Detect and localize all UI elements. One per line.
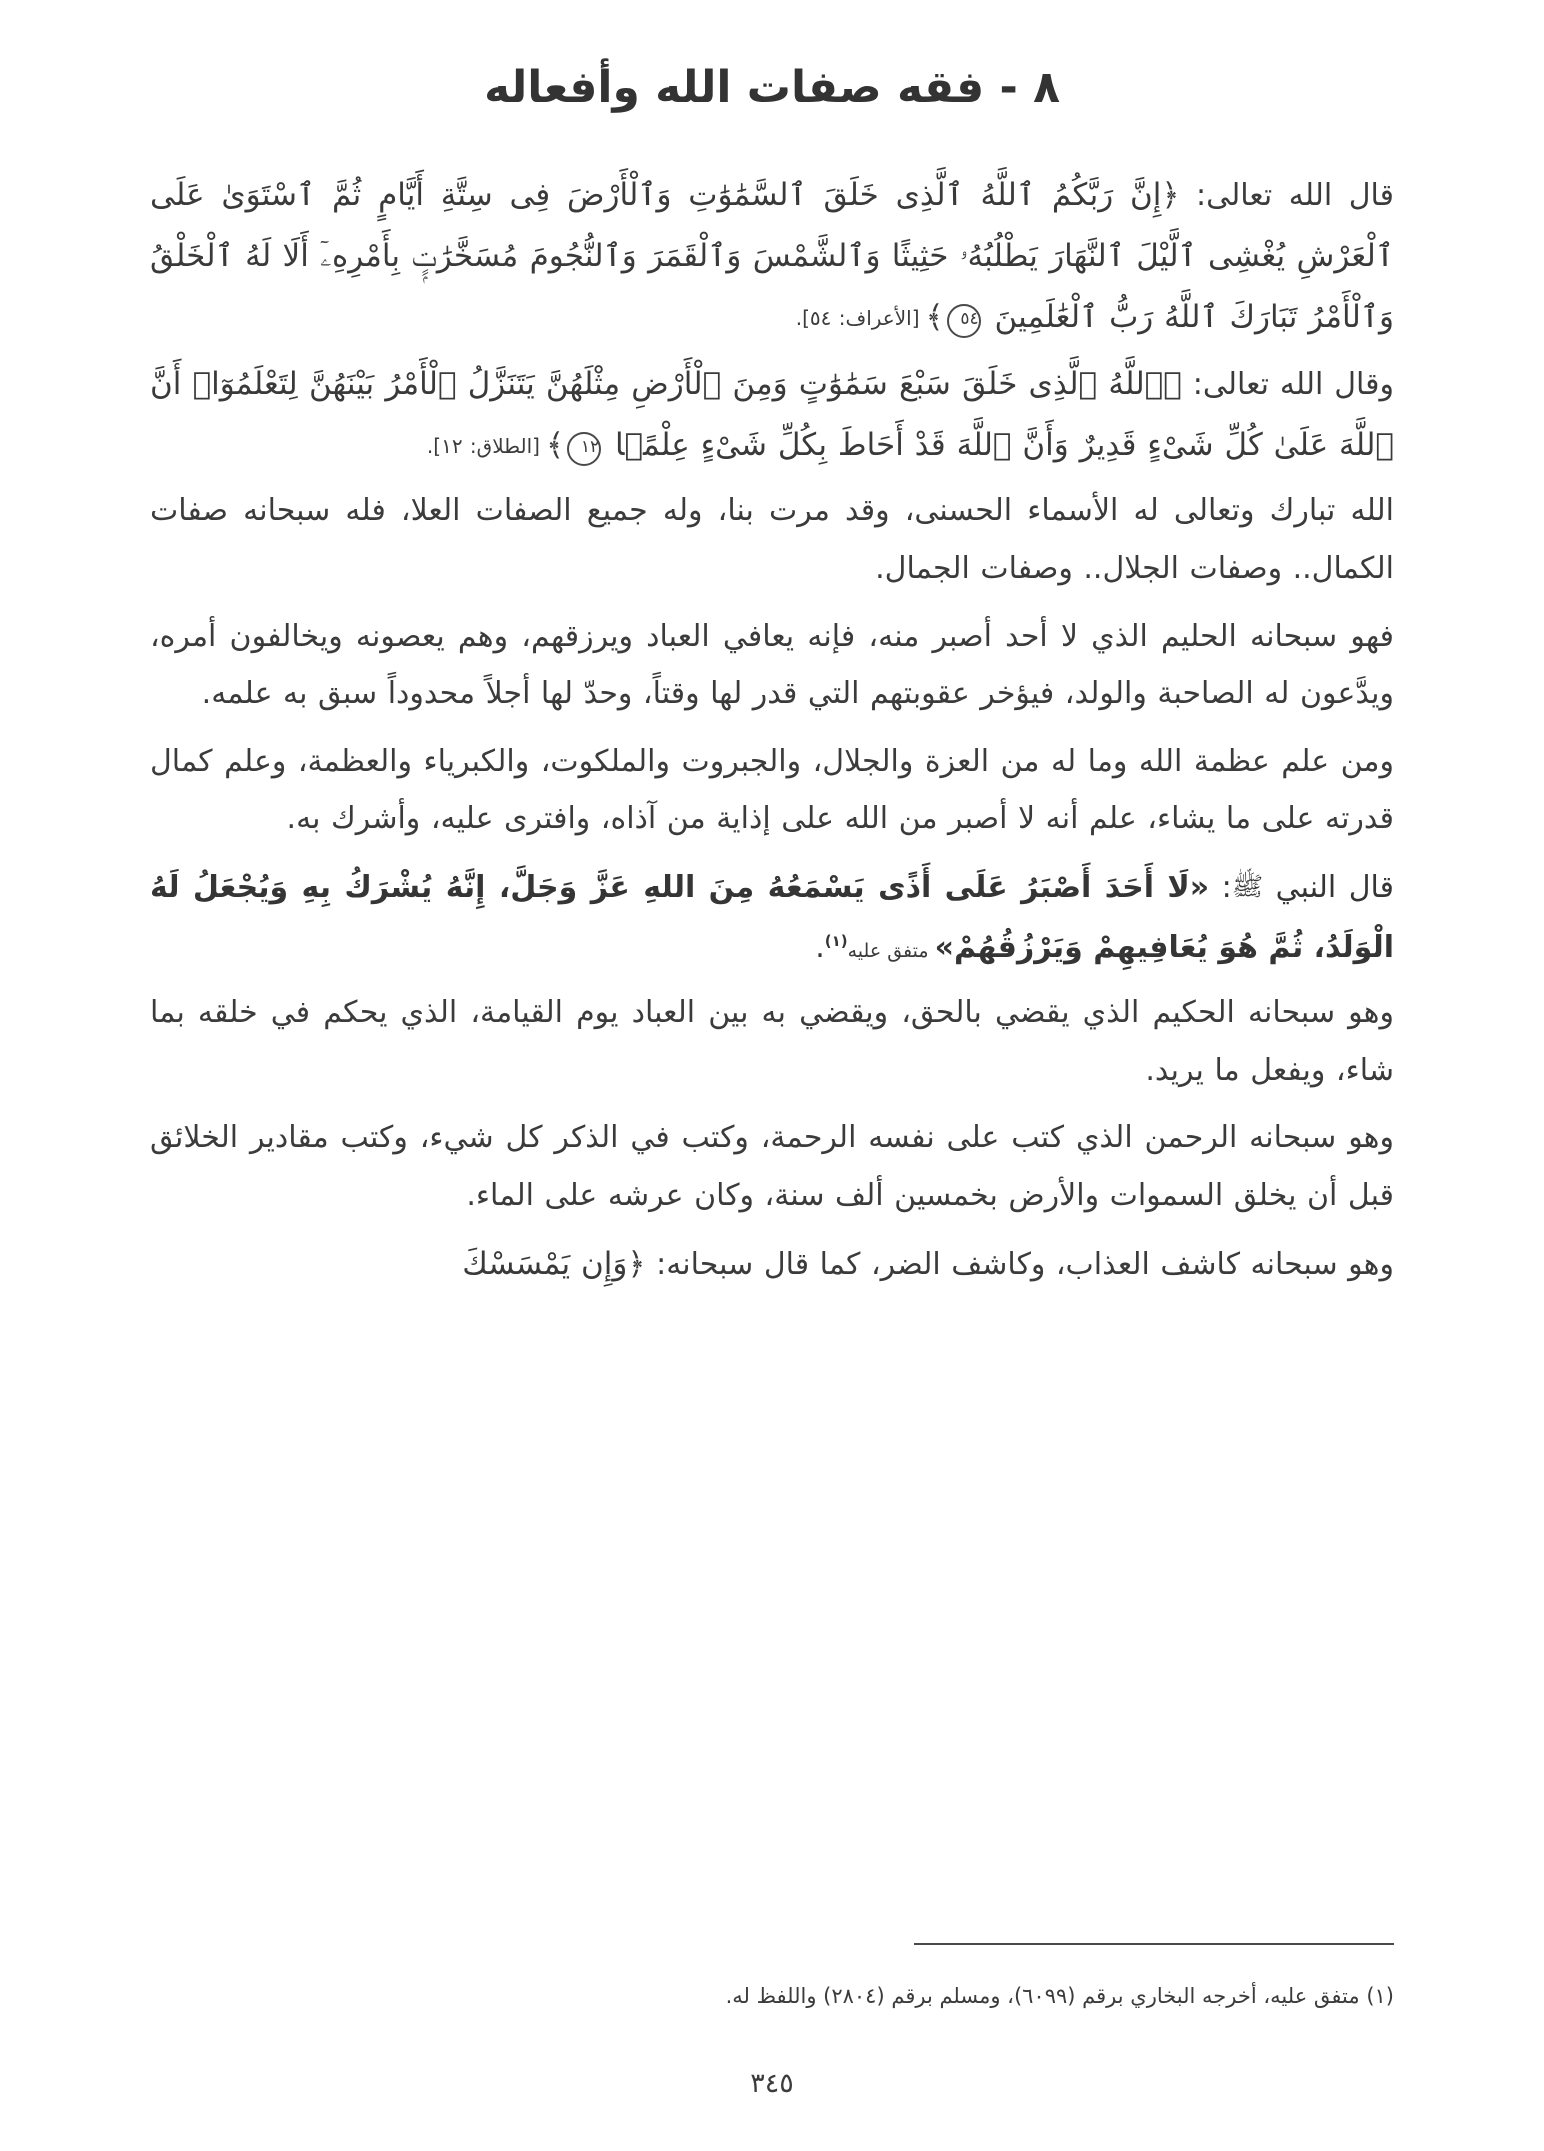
quran-intro-2: وقال الله تعالى: [1181, 367, 1394, 403]
page-content [150, 58, 1394, 2151]
footnote-marker-inline[interactable]: (١) [824, 931, 848, 950]
quran-verse-1-close: ﴾ [925, 299, 944, 336]
body-paragraph-3: ومن علم عظمة الله وما له من العزة والجلال، والجبروت والملكوت، والكبرياء والعظمة، وعلم كمال قدرته على ما يشاء، علم أنه لا أصبر من الله على إذاية من آذاه، وافترى عليه، وأشرك به. [150, 743, 1394, 837]
sallallahu-alayhi-wasallam-icon: ﷺ [1231, 871, 1264, 902]
body-paragraph-4: وهو سبحانه الحكيم الذي يقضي بالحق، ويقضي به بين العباد يوم القيامة، الذي يحكم في خلقه بما شاء، ويفعل ما يريد. [150, 994, 1394, 1088]
quran-verse-1: ﴿إِنَّ رَبَّكُمُ ٱللَّهُ ٱلَّذِى خَلَقَ ٱلسَّمَٰوَٰتِ وَٱلْأَرْضَ فِى سِتَّةِ أَيَّامٍ ثُمَّ ٱسْتَوَىٰ عَلَى ٱلْعَرْشِ يُغْشِى ٱلَّيْلَ ٱلنَّهَارَ يَطْلُبُهُۥ حَثِيثًا وَٱلشَّمْسَ وَٱلْقَمَرَ وَٱلنُّجُومَ مُسَخَّرَٰتٍۭ بِأَمْرِهِۦٓ أَلَا لَهُ ٱلْخَلْقُ وَٱلْأَمْرُ تَبَارَكَ ٱللَّهُ رَبُّ ٱلْعَٰلَمِينَ [150, 177, 1394, 336]
footnote-text: متفق عليه، أخرجه البخاري برقم (٦٠٩٩)، ومسلم برقم (٢٨٠٤) واللفظ له. [725, 1984, 1360, 2009]
ayah-number-2: ١٢ [567, 432, 601, 466]
hadith-colon: : [1209, 869, 1232, 905]
quran-verse-2-close: ﴾ [545, 427, 565, 464]
footnote-marker: (١) [1366, 1984, 1394, 2009]
body-paragraph-5: وهو سبحانه الرحمن الذي كتب على نفسه الرحمة، وكتب في الذكر كل شيء، وكتب مقادير الخلائق قبل أن يخلق السموات والأرض بخمسين ألف سنة، وكان عرشه على الماء. [150, 1120, 1394, 1213]
quran-citation-block-1 [150, 165, 1394, 348]
hadith-period: . [815, 929, 825, 965]
body-paragraph-2: فهو سبحانه الحليم الذي لا أحد أصبر منه، فإنه يعافي العباد ويرزقهم، وهم يعصونه ويخالفون أمره، ويدَّعون له الصاحبة والولد، فيؤخر عقوبتهم التي قدر لها وقتاً، وحدّ لها أجلاً محدوداً سبق به علمه. [150, 618, 1394, 712]
body-paragraph-6-quran: ﴿وَإِن يَمْسَسْكَ [462, 1246, 646, 1283]
hadith-takhrij: متفق عليه [847, 939, 929, 962]
body-paragraph-6-text: وهو سبحانه كاشف العذاب، وكاشف الضر، كما قال سبحانه: [645, 1247, 1394, 1283]
body-paragraph-1: الله تبارك وتعالى له الأسماء الحسنى، وقد مرت بنا، وله جميع الصفات العلا، فله سبحانه صفات الكمال.. وصفات الجلال.. وصفات الجمال. [150, 493, 1394, 586]
footnote [150, 1979, 1394, 2015]
hadith-block [150, 858, 1394, 978]
body-paragraph-6 [150, 1234, 1394, 1294]
ayah-number-1: ٥٤ [947, 304, 981, 338]
quran-reference-1: [الأعراف: ٥٤]. [795, 306, 920, 331]
hadith-text: «لَا أَحَدَ أَصْبَرُ عَلَى أَذًى يَسْمَعُهُ مِنَ اللهِ عَزَّ وَجَلَّ، إِنَّهُ يُشْرَكُ بِهِ وَيُجْعَلُ لَهُ الْوَلَدُ، ثُمَّ هُوَ يُعَافِيهِمْ وَيَرْزُقُهُمْ» [150, 869, 1394, 965]
hadith-intro: قال النبي [1263, 869, 1394, 905]
quran-reference-2: [الطلاق: ١٢]. [426, 434, 540, 459]
quran-verse-2: ﴿ٱللَّهُ ٱلَّذِى خَلَقَ سَبْعَ سَمَٰوَٰتٍ وَمِنَ ٱلْأَرْضِ مِثْلَهُنَّ يَتَنَزَّلُ ٱلْأَمْرُ بَيْنَهُنَّ لِتَعْلَمُوٓا۟ أَنَّ ٱللَّهَ عَلَىٰ كُلِّ شَىْءٍ قَدِيرٌ وَأَنَّ ٱللَّهَ قَدْ أَحَاطَ بِكُلِّ شَىْءٍ عِلْمًۢا [150, 366, 1394, 464]
chapter-title: ٨ - فقه صفات الله وأفعاله [484, 62, 1060, 113]
footnote-separator [914, 1943, 1394, 1945]
quran-citation-block-2 [150, 354, 1394, 476]
quran-intro-1: قال الله تعالى: [1179, 178, 1394, 214]
page-number: ٣٤٥ [750, 2068, 794, 2099]
